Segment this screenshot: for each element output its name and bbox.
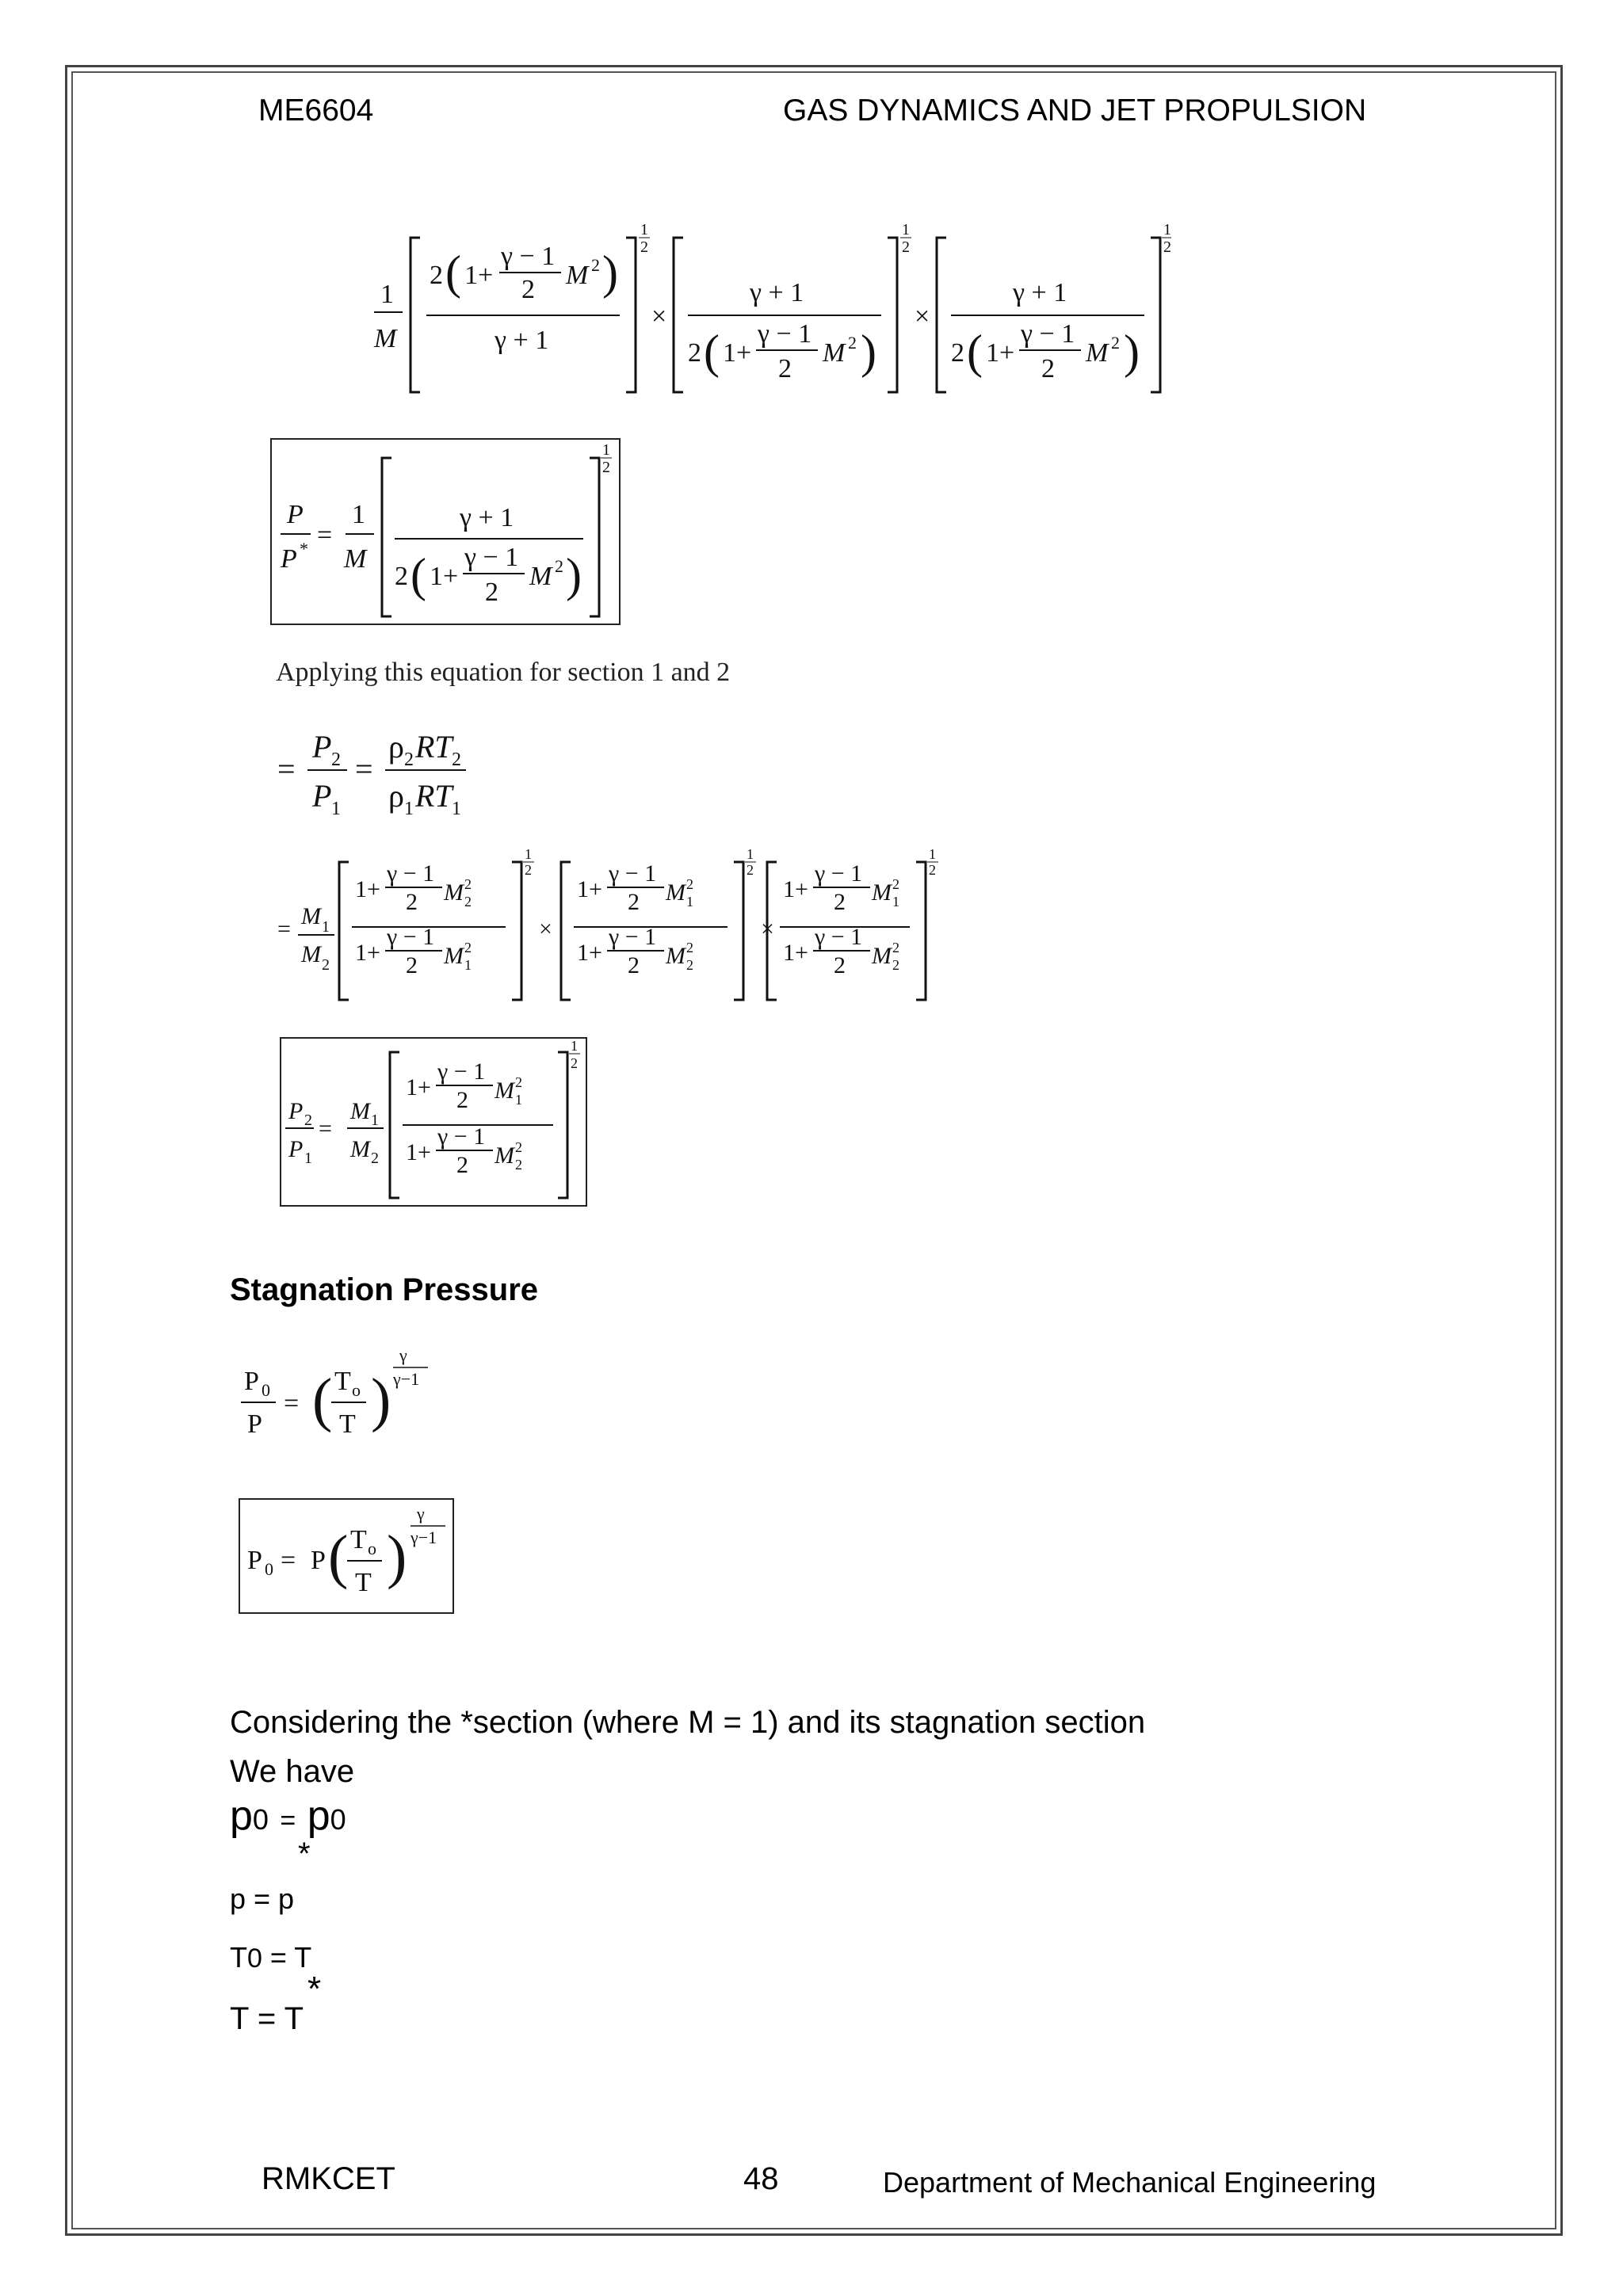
svg-text:γ − 1: γ − 1 [815,860,863,887]
svg-text:1+: 1+ [577,876,602,902]
svg-text:): ) [566,549,582,601]
svg-text:1: 1 [1163,221,1171,238]
svg-text:=: = [317,521,333,550]
svg-text:1+: 1+ [577,940,602,966]
p0-equals: = [280,1806,296,1836]
svg-text:γ − 1: γ − 1 [437,1058,486,1085]
svg-text:2: 2 [464,940,472,955]
svg-text:(: ( [967,326,983,378]
svg-text:2: 2 [525,862,532,878]
footer-department: Department of Mechanical Engineering [883,2166,1377,2199]
svg-text:(: ( [704,326,720,378]
svg-text:γ: γ [399,1345,407,1365]
svg-text:×: × [539,916,552,942]
svg-text:2: 2 [456,1152,468,1178]
svg-text:): ) [602,246,618,299]
svg-text:(: ( [445,246,461,299]
svg-text:=: = [355,751,373,787]
svg-text:2: 2 [406,889,418,915]
relation-p0-stagnation [230,1792,346,1840]
svg-text:2: 2 [747,862,754,878]
svg-text:2: 2 [1111,333,1120,353]
svg-text:*: * [300,539,308,559]
svg-text:1: 1 [929,846,936,862]
svg-text:2: 2 [628,952,640,978]
svg-text:2: 2 [304,1112,312,1129]
svg-text:0: 0 [262,1380,270,1400]
T0-lhs: T [230,1941,247,1974]
svg-text:(: ( [312,1367,333,1433]
svg-text:1: 1 [464,957,472,973]
svg-text:2: 2 [464,894,472,910]
svg-text:2: 2 [555,556,563,576]
svg-text:γ − 1: γ − 1 [464,543,519,572]
header-course-title: GAS DYNAMICS AND JET PROPULSION [783,93,1367,128]
svg-text:=: = [277,751,296,787]
svg-text:2: 2 [688,338,701,368]
svg-text:2: 2 [430,261,443,290]
svg-text:2: 2 [686,940,693,955]
relation-p0-star-mark: * [298,1836,311,1871]
svg-text:2: 2 [395,562,408,591]
svg-text:γ − 1: γ − 1 [815,924,863,950]
svg-text:2: 2 [686,957,693,973]
svg-text:o: o [352,1380,361,1400]
svg-text:M: M [301,941,321,967]
svg-text:2: 2 [929,862,936,878]
svg-text:P: P [312,778,332,814]
svg-text:M: M [495,1142,514,1169]
svg-text:γ − 1: γ − 1 [387,924,435,950]
svg-text:×: × [651,302,667,331]
svg-text:1+: 1+ [406,1074,431,1100]
svg-text:γ + 1: γ + 1 [495,326,549,355]
svg-text:M: M [666,943,685,969]
svg-text:1+: 1+ [986,338,1015,368]
svg-text:2: 2 [591,255,600,275]
svg-text:M: M [444,879,464,906]
svg-text:M: M [872,879,892,906]
equation-p2-over-p1-mach-expansion [276,845,957,1019]
svg-text:P: P [244,1367,259,1396]
svg-text:P: P [247,1409,262,1439]
svg-text:1+: 1+ [723,338,752,368]
svg-text:1: 1 [640,221,648,238]
equation-pressure-ratio-expansion [365,214,1173,404]
relation-p-equals-p: p = p [230,1882,295,1915]
svg-text:1: 1 [304,1150,312,1167]
svg-text:T: T [339,1409,356,1439]
footer-institution: RMKCET [262,2161,395,2196]
considering-section-text: Considering the *section (where M = 1) and its stagnation section [230,1705,1146,1740]
svg-text:1+: 1+ [355,940,380,966]
svg-text:M: M [374,324,397,353]
svg-text:γ + 1: γ + 1 [460,503,514,532]
svg-text:ρ: ρ [388,729,404,765]
svg-text:γ − 1: γ − 1 [758,319,812,349]
svg-text:2: 2 [452,749,461,770]
svg-text:2: 2 [640,238,648,256]
svg-text:P: P [281,544,297,574]
svg-text:M: M [344,544,367,574]
svg-text:M: M [444,943,464,969]
svg-text:M: M [566,261,589,290]
svg-text:γ−1: γ−1 [411,1527,437,1547]
svg-text:2: 2 [406,952,418,978]
equation-stagnation-pressure-ratio [238,1344,444,1455]
svg-text:1: 1 [892,894,899,910]
svg-text:1: 1 [515,1092,522,1108]
svg-text:M: M [1086,338,1109,368]
svg-text:2: 2 [456,1087,468,1113]
svg-text:γ + 1: γ + 1 [750,278,804,307]
svg-text:γ − 1: γ − 1 [609,924,657,950]
svg-text:1+: 1+ [783,876,808,902]
svg-text:1+: 1+ [430,562,459,591]
svg-text:2: 2 [515,1139,522,1155]
relation-T0-star-mark: * [307,1970,322,2008]
svg-text:P: P [288,1136,304,1162]
svg-text:M: M [666,879,685,906]
svg-text:P: P [312,729,332,765]
svg-text:M: M [350,1136,370,1162]
svg-text:×: × [915,302,930,331]
svg-text:P: P [288,1098,304,1124]
svg-text:2: 2 [1163,238,1171,256]
svg-text:2: 2 [515,1074,522,1090]
svg-text:1: 1 [686,894,693,910]
svg-text:2: 2 [778,354,792,383]
svg-text:1: 1 [525,846,532,862]
equation-p2-over-p1-boxed [279,1036,591,1211]
svg-text:2: 2 [521,275,535,304]
svg-text:γ−1: γ−1 [393,1369,420,1389]
svg-text:2: 2 [331,749,341,770]
we-have-text: We have [230,1754,355,1789]
svg-text:2: 2 [892,876,899,892]
T0-subscript: 0 [247,1943,262,1974]
equation-p-over-pstar-boxed [269,437,624,627]
svg-text:γ: γ [417,1504,425,1524]
svg-text:2: 2 [628,889,640,915]
svg-text:T: T [334,1367,351,1396]
svg-text:(: ( [328,1524,349,1590]
p0-lhs: p [230,1793,253,1839]
svg-text:ρ: ρ [388,778,404,814]
svg-text:1: 1 [404,799,414,819]
svg-text:γ − 1: γ − 1 [1021,319,1075,349]
svg-text:γ − 1: γ − 1 [501,242,556,271]
svg-text:M: M [350,1098,370,1124]
svg-text:1: 1 [331,799,341,819]
svg-text:2: 2 [322,956,330,974]
svg-text:2: 2 [902,238,910,256]
relation-T0-stagnation [230,1941,311,1974]
svg-text:2: 2 [834,952,846,978]
svg-text:2: 2 [464,876,472,892]
svg-text:T: T [350,1525,367,1554]
svg-text:1: 1 [902,221,910,238]
svg-text:o: o [368,1539,376,1558]
svg-text:1: 1 [452,799,461,819]
svg-text:2: 2 [371,1150,379,1167]
svg-text:P: P [287,500,304,529]
svg-text:1: 1 [602,441,610,459]
svg-text:M: M [529,562,552,591]
footer-page-number: 48 [743,2161,779,2196]
svg-text:=: = [277,916,291,942]
svg-text:): ) [371,1367,391,1433]
p0-rhs-subscript: 0 [330,1803,346,1836]
svg-text:M: M [495,1077,514,1104]
svg-text:1+: 1+ [406,1139,431,1165]
svg-text:γ − 1: γ − 1 [609,860,657,887]
svg-text:1: 1 [322,918,330,936]
svg-text:=: = [281,1546,296,1575]
svg-text:2: 2 [515,1157,522,1173]
svg-text:2: 2 [848,333,857,353]
svg-text:2: 2 [404,749,414,770]
svg-text:M: M [823,338,846,368]
svg-text:2: 2 [951,338,964,368]
svg-text:RT: RT [415,778,453,814]
svg-text:RT: RT [415,729,453,765]
svg-text:1: 1 [371,1112,379,1129]
svg-text:2: 2 [485,578,498,607]
T0-rest: = T [262,1941,312,1974]
svg-text:2: 2 [686,876,693,892]
svg-text:γ − 1: γ − 1 [437,1123,486,1150]
svg-text:): ) [1124,326,1140,378]
svg-text:(: ( [411,549,426,601]
svg-text:P: P [247,1546,262,1575]
equation-stagnation-pressure-boxed [238,1489,458,1616]
svg-text:1+: 1+ [464,261,494,290]
svg-text:1: 1 [380,280,394,309]
svg-text:): ) [861,326,876,378]
svg-text:2: 2 [834,889,846,915]
svg-text:2: 2 [892,957,899,973]
svg-text:γ + 1: γ + 1 [1013,278,1067,307]
svg-text:0: 0 [265,1559,273,1579]
svg-text:1+: 1+ [783,940,808,966]
svg-text:1: 1 [352,500,365,529]
svg-text:2: 2 [602,459,610,476]
svg-text:1: 1 [571,1038,578,1054]
svg-text:2: 2 [1041,354,1055,383]
p0-rhs: p [307,1793,330,1839]
svg-text:1+: 1+ [355,876,380,902]
svg-text:M: M [872,943,892,969]
svg-text:1: 1 [747,846,754,862]
relation-T-equals-T: T = T [230,2001,304,2036]
svg-text:P: P [311,1546,326,1575]
svg-text:=: = [319,1116,332,1142]
svg-text:=: = [284,1389,300,1418]
p0-lhs-subscript: 0 [252,1803,269,1836]
svg-text:×: × [761,916,774,942]
svg-text:2: 2 [892,940,899,955]
equation-p2-over-p1-ideal-gas [276,713,482,824]
applying-equation-text: Applying this equation for section 1 and 2 [276,658,731,687]
section-heading-stagnation-pressure: Stagnation Pressure [230,1272,539,1307]
header-course-code: ME6604 [258,93,374,128]
svg-text:): ) [387,1524,407,1590]
svg-text:γ − 1: γ − 1 [387,860,435,887]
svg-text:T: T [355,1568,372,1597]
svg-text:M: M [301,903,321,929]
svg-text:2: 2 [571,1055,578,1071]
